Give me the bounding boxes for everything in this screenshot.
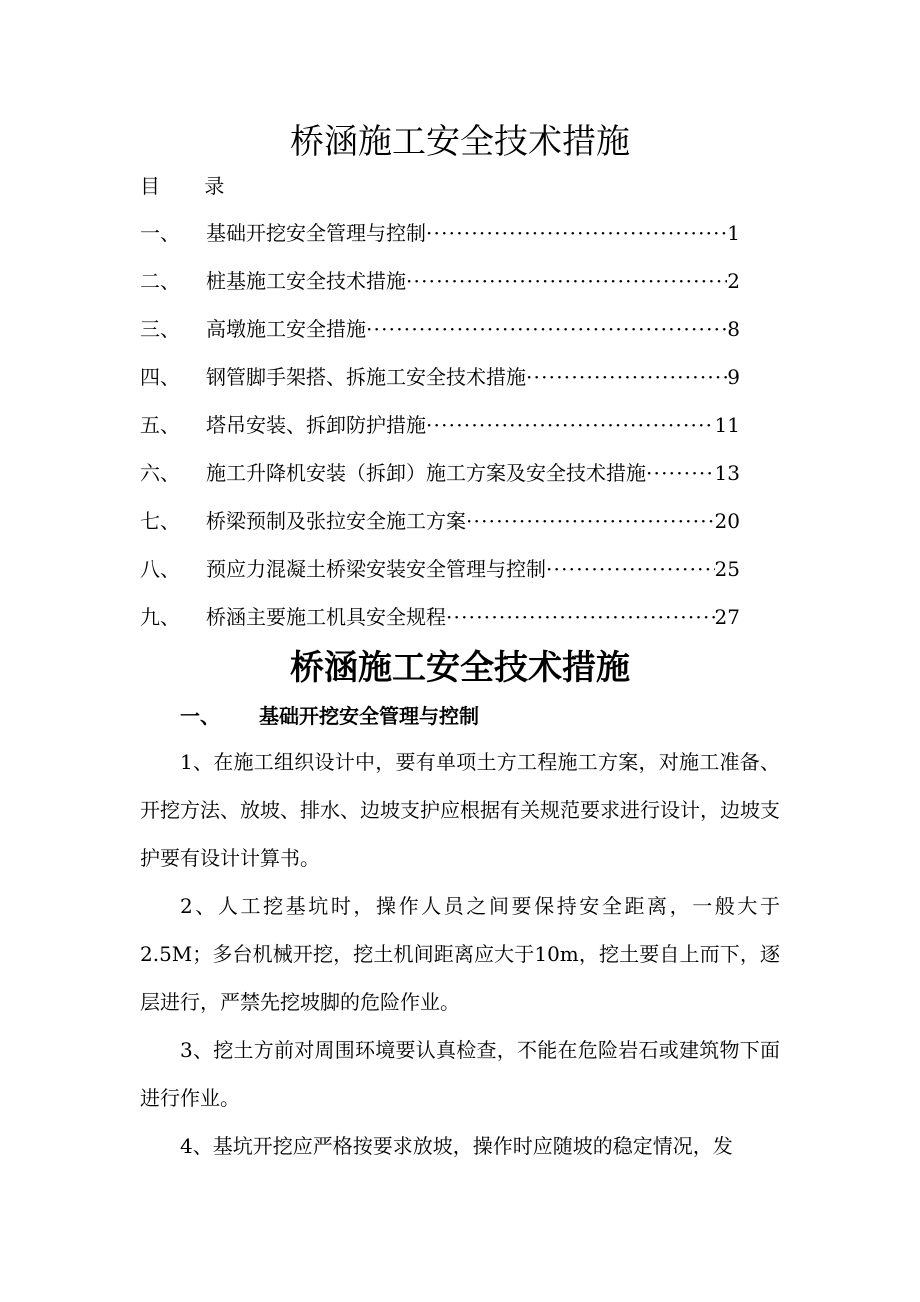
toc-item-page: 20 [714,509,740,533]
toc-leader-dots [366,314,727,344]
toc-item-title: 钢管脚手架搭、拆施工安全技术措施 [206,365,526,389]
toc-item-title: 桩基施工安全技术措施 [206,269,406,293]
toc-item[interactable] [140,362,740,392]
toc-item[interactable] [140,410,740,440]
toc-leader-dots [406,266,727,296]
toc-item-number: 二、 [140,269,180,293]
toc-item[interactable] [140,314,740,344]
toc-item-number: 四、 [140,365,180,389]
toc-item-page: 11 [714,413,740,437]
toc-heading [140,170,224,199]
toc-item-title: 塔吊安装、拆卸防护措施 [206,413,426,437]
toc-leader-dots [466,506,715,536]
toc-leader-dots [446,602,715,632]
toc-item-title: 施工升降机安装（拆卸）施工方案及安全技术措施 [206,461,646,485]
toc-item-title: 预应力混凝土桥梁安装安全管理与控制 [206,557,546,581]
toc-item-number: 一、 [140,221,180,245]
toc-item-page: 2 [727,269,740,293]
toc-leader-dots [426,410,715,440]
toc-item-title: 桥涵主要施工机具安全规程 [206,605,446,629]
toc-item-number: 九、 [140,605,180,629]
section-title: 基础开挖安全管理与控制 [258,704,479,728]
document-title: 桥涵施工安全技术措施 [290,122,630,162]
section-heading [180,700,479,729]
toc-leader-dots [426,218,727,248]
toc-item[interactable] [140,554,740,584]
toc-item[interactable] [140,602,740,632]
toc-item-title: 桥梁预制及张拉安全施工方案 [206,509,466,533]
toc-leader-dots [546,554,715,584]
toc-item[interactable] [140,266,740,296]
toc-item-number: 六、 [140,461,180,485]
toc-item-page: 13 [714,461,740,485]
body-paragraph: 3、挖土方前对周围环境要认真检查，不能在危险岩石或建筑物下面进行作业。 [140,1038,780,1110]
toc-item-title: 高墩施工安全措施 [206,317,366,341]
toc-item-page: 1 [727,221,740,245]
toc-leader-dots [526,362,727,392]
toc-item-page: 27 [714,605,740,629]
toc-heading-left: 目 [140,174,160,198]
toc-item-number: 五、 [140,413,180,437]
toc-item-number: 三、 [140,317,180,341]
body-title: 桥涵施工安全技术措施 [290,648,630,688]
toc-item[interactable] [140,458,740,488]
toc-item-page: 8 [727,317,740,341]
toc-item-number: 七、 [140,509,180,533]
body-paragraph: 2、人工挖基坑时，操作人员之间要保持安全距离，一般大于2.5M；多台机械开挖，挖土机间距离应大于10m，挖土要自上而下，逐层进行，严禁先挖坡脚的危险作业。 [140,894,780,1014]
toc-heading-right: 录 [204,174,225,198]
toc-item-number: 八、 [140,557,180,581]
toc-leader-dots [646,458,715,488]
body-paragraph: 4、基坑开挖应严格按要求放坡，操作时应随坡的稳定情况，发 [180,1134,733,1158]
toc-item[interactable] [140,218,740,248]
toc-item[interactable] [140,506,740,536]
toc-item-page: 9 [727,365,740,389]
toc-item-title: 基础开挖安全管理与控制 [206,221,426,245]
toc-item-page: 25 [714,557,740,581]
section-number: 一、 [180,704,220,728]
body-paragraph: 1、在施工组织设计中，要有单项土方工程施工方案，对施工准备、开挖方法、放坡、排水、边坡支护应根据有关规范要求进行设计，边坡支护要有设计计算书。 [140,750,780,870]
